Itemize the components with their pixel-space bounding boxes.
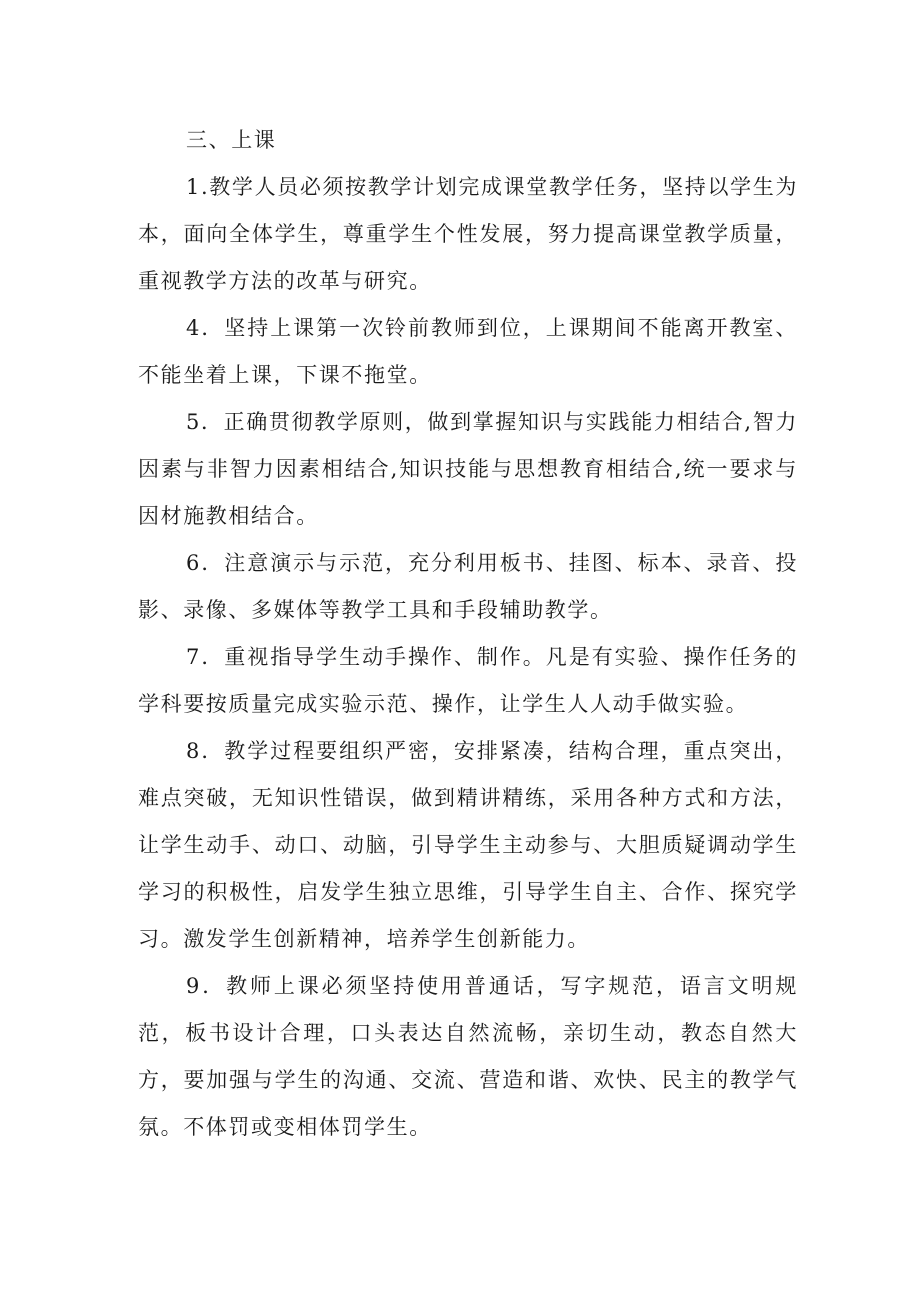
paragraph-item-1: 1.教学人员必须按教学计划完成课堂教学任务，坚持以学生为本，面向全体学生，尊重学生个性发展，努力提高课堂教学质量，重视教学方法的改革与研究。 xyxy=(138,175,798,293)
document-body xyxy=(138,117,798,1151)
paragraph-item-7: 7．重视指导学生动手操作、制作。凡是有实验、操作任务的学科要按质量完成实验示范、操作，让学生人人动手做实验。 xyxy=(138,645,798,716)
paragraph-item-9: 9．教师上课必须坚持使用普通话，写字规范，语言文明规范，板书设计合理，口头表达自然流畅，亲切生动，教态自然大方，要加强与学生的沟通、交流、营造和谐、欢快、民主的教学气氛。不体罚或变相体罚学生。 xyxy=(138,974,798,1139)
paragraph-item-4: 4．坚持上课第一次铃前教师到位，上课期间不能离开教室、不能坐着上课，下课不拖堂。 xyxy=(138,316,798,387)
paragraph-item-6: 6．注意演示与示范，充分利用板书、挂图、标本、录音、投影、录像、多媒体等教学工具和手段辅助教学。 xyxy=(138,551,798,622)
paragraph-item-5: 5．正确贯彻教学原则，做到掌握知识与实践能力相结合,智力因素与非智力因素相结合,知识技能与思想教育相结合,统一要求与因材施教相结合。 xyxy=(138,410,798,528)
section-heading: 三、上课 xyxy=(186,128,277,152)
paragraph-item-8: 8．教学过程要组织严密，安排紧凑，结构合理，重点突出，难点突破，无知识性错误，做到精讲精练，采用各种方式和方法，让学生动手、动口、动脑，引导学生主动参与、大胆质疑调动学生学习的积极性，启发学生独立思维，引导学生自主、合作、探究学习。激发学生创新精神，培养学生创新能力。 xyxy=(138,739,798,951)
